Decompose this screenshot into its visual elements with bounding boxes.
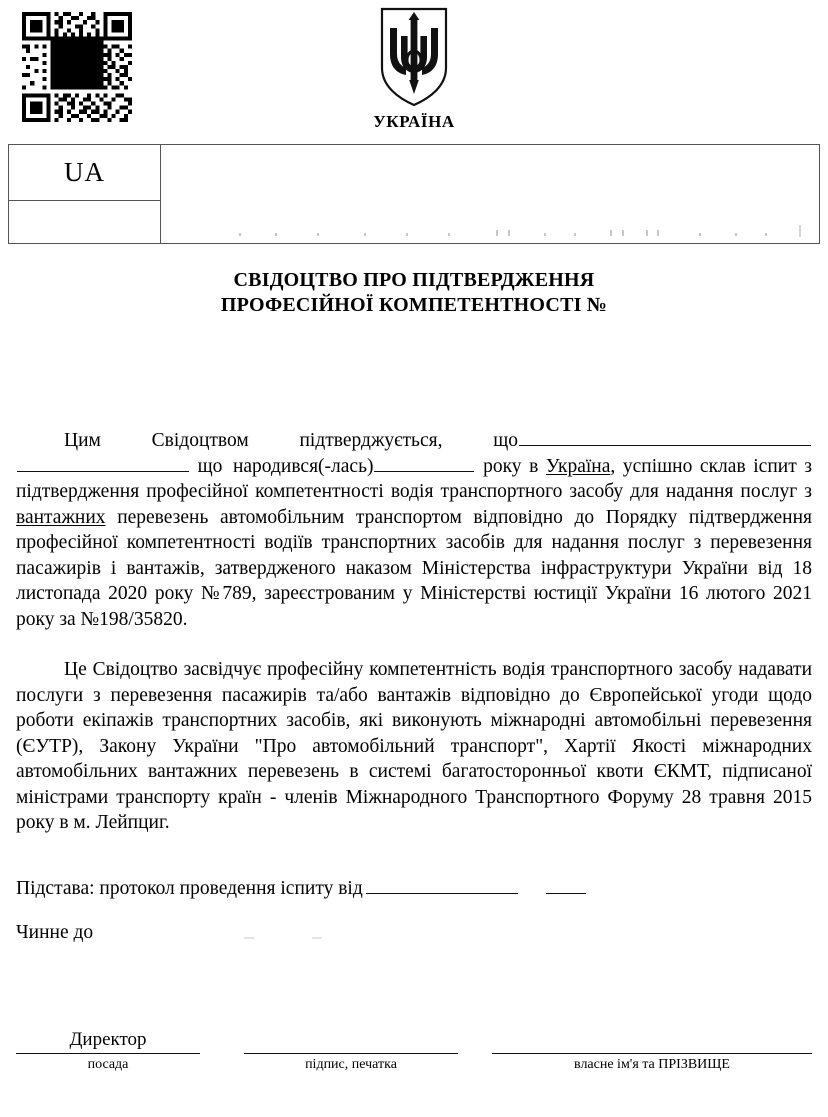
id-table-left-column: [9, 145, 161, 243]
p1-intro-text: Цим Свідоцтвом підтверджується, що: [64, 430, 518, 451]
document-title-line-2: ПРОФЕСІЙНОЇ КОМПЕТЕНТНОСТІ №: [220, 294, 608, 316]
p2-text: Це Свідоцтво засвідчує професійну компетентність водія транспортного засобу надавати послуги з перевезення пасажирів та/або вантажів відповідно до Європейської угоди щодо роботи екіпажів транспортних засобів, які виконують міжнародні автомобільні перевезення (ЄУТР), Закону України "Про автомобільний транспорт", Хартії Якості міжнародних автомобільних вантажних перевезень в системі багатосторонньої квоти ЄКМТ, підписаної міністрами транспорту країн - членів Міжнародного Транспортного Форуму 28 травня 2015 року в м. Лейпциг.: [16, 659, 812, 833]
p1-passed-text: , успішно склав: [610, 455, 746, 477]
signature-block: [16, 1030, 812, 1090]
signature-caption-signature: підпис, печатка: [305, 1057, 397, 1072]
ukrainian-trident-emblem: [376, 6, 452, 108]
p1-exam-text: іспит з підтвердження професійної компетентності водія транспортного засобу для надання послуг з: [16, 455, 813, 502]
basis-label: Підстава: протокол проведення іспиту від: [16, 878, 363, 899]
id-table-blank-cell: [9, 201, 160, 242]
signature-column-name: [492, 1030, 812, 1074]
p1-year-text: року в: [483, 455, 539, 477]
identification-table: [8, 144, 820, 244]
signature-column-position: [16, 1030, 200, 1074]
p1-regulation-text: перевезень автомобільним транспортом відповідно до Порядку підтвердження професійної компетентності водіїв транспортних засобів для надання послуг з перевезення пасажирів і вантажів, затвердженого наказом Міністерства інфраструктури України від 18 листопада 2020 року №789, зареєстрованим у Міністерстві юстиції України 16 лютого 2021 року за №198/35820.: [16, 506, 812, 630]
redacted-text-artifact: [203, 225, 801, 237]
country-code-value: UA: [64, 157, 105, 187]
document-body: [16, 428, 812, 836]
document-header: [0, 0, 828, 140]
signature-column-signature: [244, 1030, 458, 1074]
paragraph-certification: [16, 428, 812, 632]
id-table-right-column: [161, 145, 819, 243]
birth-date-blank[interactable]: [374, 454, 474, 472]
basis-protocol-blank[interactable]: [366, 877, 518, 894]
signature-rule-signature: [244, 1052, 458, 1054]
birth-country-value: Україна: [545, 455, 611, 477]
signature-caption-position: посада: [87, 1057, 129, 1072]
paragraph-scope: [16, 657, 812, 836]
basis-line: [16, 876, 812, 901]
signature-rule-name: [492, 1052, 812, 1054]
holder-name-blank[interactable]: [519, 428, 811, 446]
transport-type-value: вантажних: [16, 506, 106, 528]
document-title: [8, 268, 820, 318]
basis-protocol-number-blank[interactable]: [546, 877, 586, 894]
signatory-position-value: Директор: [69, 1029, 147, 1050]
validity-date-redacted: [135, 929, 395, 939]
validity-line: [16, 920, 395, 945]
country-name: УКРАЇНА: [373, 112, 455, 131]
p1-birth-text: що народився(-лась): [197, 455, 374, 477]
country-code-cell: [9, 145, 160, 201]
document-title-line-1: СВІДОЦТВО ПРО ПІДТВЕРДЖЕННЯ: [233, 269, 595, 291]
holder-name-blank-continued[interactable]: [17, 454, 189, 472]
signature-caption-name: власне ім'я та ПРІЗВИЩЕ: [574, 1057, 730, 1072]
validity-label: Чинне до: [16, 922, 94, 943]
signature-rule-position: [16, 1052, 200, 1054]
emblem-block: [0, 6, 828, 132]
paragraph-spacer: [16, 632, 812, 657]
